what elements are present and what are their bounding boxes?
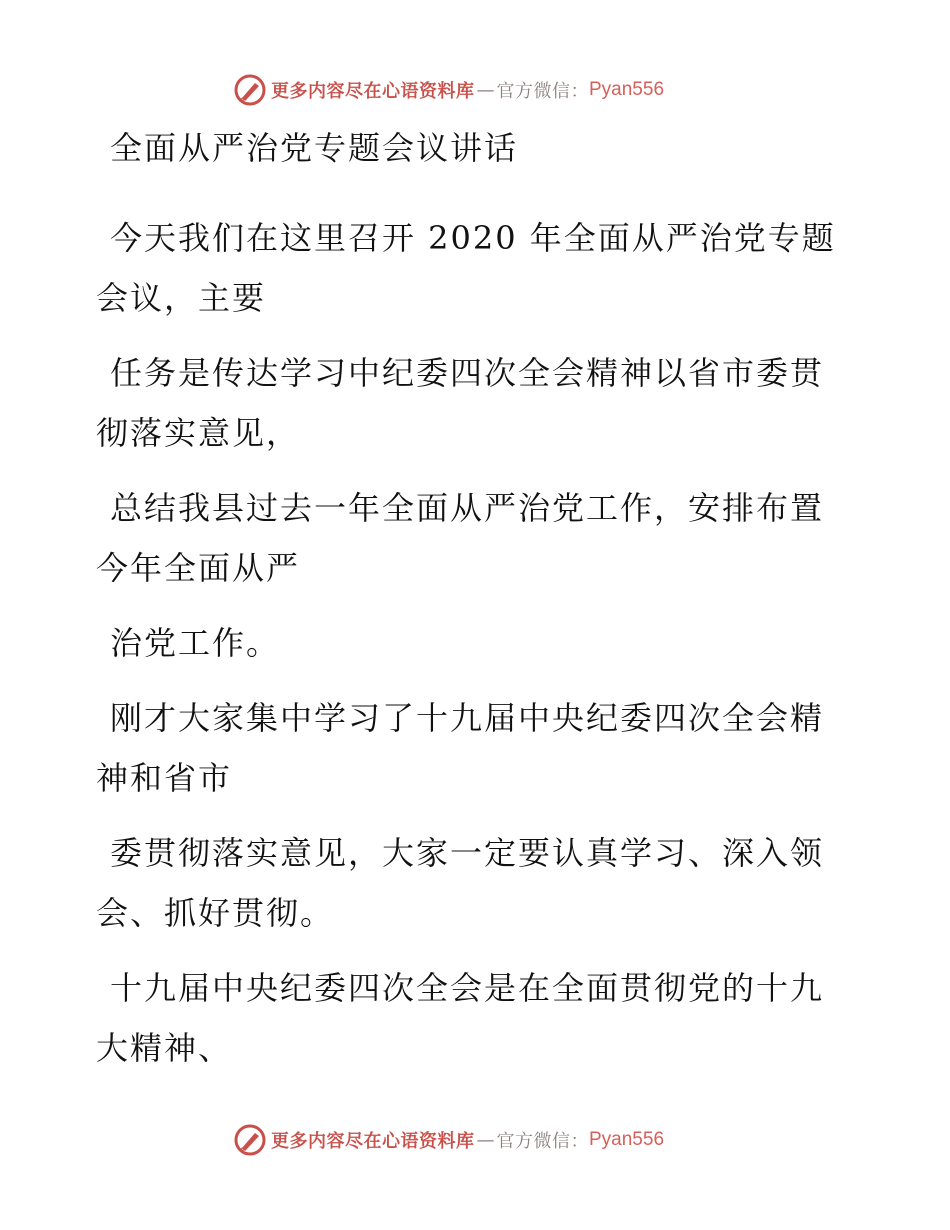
watermark-contact-label: 官方微信： <box>496 81 589 102</box>
footer-watermark <box>233 1122 753 1158</box>
paragraph: 十九届中央纪委四次全会是在全面贯彻党的十九大精神、 <box>96 969 825 1067</box>
watermark-handle: Pyan556 <box>589 1129 665 1150</box>
watermark-title: 更多内容尽在心语资料库 <box>271 81 475 102</box>
watermark-handle: Pyan556 <box>589 79 665 100</box>
paragraph: 刚才大家集中学习了十九届中央纪委四次全会精神和省市 <box>96 699 825 797</box>
paragraph: 治党工作。 <box>110 624 281 662</box>
watermark-dash: — <box>476 79 495 101</box>
document-body <box>96 118 836 1093</box>
document-title: 全面从严治党专题会议讲话 <box>110 129 519 167</box>
pen-logo-icon <box>233 1123 267 1157</box>
paragraph: 委贯彻落实意见，大家一定要认真学习、深入领会、抓好贯彻。 <box>96 834 825 932</box>
watermark-contact-label: 官方微信： <box>496 1131 589 1152</box>
paragraph: 任务是传达学习中纪委四次全会精神以省市委贯彻落实意见， <box>96 354 825 452</box>
paragraph: 总结我县过去一年全面从严治党工作，安排布置今年全面从严 <box>96 489 825 587</box>
paragraph: 今天我们在这里召开 2020 年全面从严治党专题会议，主要 <box>96 219 836 317</box>
watermark-title: 更多内容尽在心语资料库 <box>271 1131 475 1152</box>
watermark-dash: — <box>476 1129 495 1151</box>
header-watermark <box>233 72 753 108</box>
pen-logo-icon <box>233 73 267 107</box>
